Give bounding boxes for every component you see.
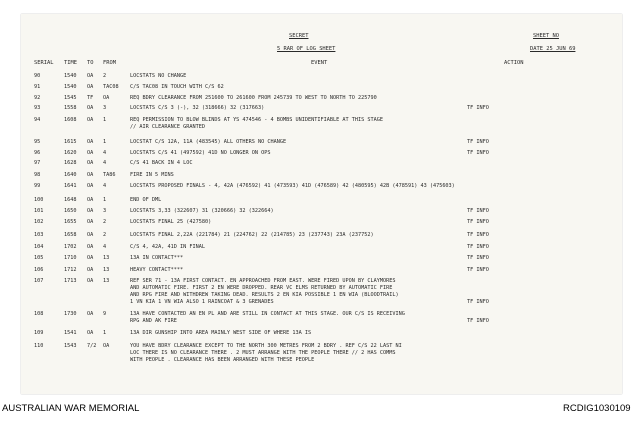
row-to: OA — [87, 330, 94, 336]
row-to: OA — [87, 244, 94, 250]
row-from: 4 — [103, 150, 107, 156]
row-action: TF INFO — [467, 105, 489, 111]
row-serial: 95 — [34, 139, 41, 145]
row-time: 1655 — [64, 219, 77, 225]
col-header-serial: SERIAL — [34, 60, 54, 66]
row-from: 13 — [103, 267, 110, 273]
row-from: 1 — [103, 117, 107, 123]
row-time: 1710 — [64, 255, 77, 261]
row-from: 1 — [103, 330, 107, 336]
col-header-event: EVENT — [311, 60, 328, 66]
row-to: OA — [87, 208, 94, 214]
row-to: TF — [87, 95, 94, 101]
row-time: 1648 — [64, 197, 77, 203]
row-event-line: END OF DML — [130, 197, 162, 203]
row-event-line: 13A DIR GUNSHIP INTO AREA MAINLY WEST SIDE OF WHERE 13A IS — [130, 330, 312, 336]
row-time: 1628 — [64, 160, 77, 166]
row-to: OA — [87, 117, 94, 123]
row-to: OA — [87, 160, 94, 166]
row-event-line: REQ BDRY CLEARANCE FROM 251600 TO 261600 FROM 245739 TO WEST TO NORTH TO 225790 — [130, 95, 377, 101]
row-serial: 92 — [34, 95, 41, 101]
row-to: OA — [87, 105, 94, 111]
row-action: TF INFO — [467, 208, 489, 214]
row-event-line: 13A HAVE CONTACTED AN EN PL AND ARE STILL IN CONTACT AT THIS STAGE. OUR C/S IS RECEIVING — [130, 311, 405, 317]
row-action: TF INFO — [467, 299, 489, 305]
row-from: 13 — [103, 278, 110, 284]
row-serial: 108 — [34, 311, 44, 317]
row-serial: 109 — [34, 330, 44, 336]
row-event-line: LOCSTATS FINAL 2,22A (221784) 21 (224762) 22 (214785) 23 (237743) 23A (237752) — [130, 232, 374, 238]
row-action: TF INFO — [467, 232, 489, 238]
row-serial: 106 — [34, 267, 44, 273]
row-action: TF INFO — [467, 150, 489, 156]
row-time: 1640 — [64, 172, 77, 178]
row-from: 9 — [103, 311, 107, 317]
row-serial: 94 — [34, 117, 41, 123]
row-action: TF INFO — [467, 219, 489, 225]
row-from: 2 — [103, 232, 107, 238]
page-title: 5 RAR OF LOG SHEET — [277, 46, 336, 52]
row-serial: 107 — [34, 278, 44, 284]
row-time: 1543 — [64, 343, 77, 349]
row-from: OA — [103, 343, 110, 349]
row-to: OA — [87, 150, 94, 156]
row-action: TF INFO — [467, 244, 489, 250]
security-classification: SECRET — [289, 33, 309, 39]
row-event-line: RPG AND AK FIRE — [130, 318, 177, 324]
footer-institution: AUSTRALIAN WAR MEMORIAL — [2, 403, 140, 414]
row-event-line: LOCSTATS NO CHANGE — [130, 73, 187, 79]
row-to: OA — [87, 84, 94, 90]
row-serial: 97 — [34, 160, 41, 166]
row-action: TF INFO — [467, 267, 489, 273]
row-from: 4 — [103, 244, 107, 250]
row-time: 1730 — [64, 311, 77, 317]
sheet-number-label: SHEET NO — [533, 33, 559, 39]
row-to: OA — [87, 232, 94, 238]
row-event-line: C/S TAC08 IN TOUCH WITH C/S 62 — [130, 84, 224, 90]
row-action: TF INFO — [467, 255, 489, 261]
row-serial: 96 — [34, 150, 41, 156]
row-serial: 110 — [34, 343, 44, 349]
row-to: OA — [87, 139, 94, 145]
log-sheet-page — [21, 14, 622, 394]
row-event-line: AND RPG FIRE AND WITHDREW TAKING DEAD. RESULTS 2 EN KIA POSSIBLE 1 EN WIA (BLOODTRAIL) — [130, 292, 399, 298]
row-serial: 91 — [34, 84, 41, 90]
row-from: 2 — [103, 219, 107, 225]
row-event-line: LOCSTATS 3,33 (322607) 31 (320666) 32 (322664) — [130, 208, 274, 214]
row-from: TA86 — [103, 172, 116, 178]
row-serial: 98 — [34, 172, 41, 178]
row-event-line: REQ PERMISSION TO BLOW BLINDS AT YS 474546 - 4 BOMBS UNIDENTIFIABLE AT THIS STAGE — [130, 117, 383, 123]
row-to: OA — [87, 267, 94, 273]
row-time: 1713 — [64, 278, 77, 284]
row-from: OA — [103, 95, 110, 101]
row-serial: 103 — [34, 232, 44, 238]
col-header-action: ACTION — [504, 60, 524, 66]
row-from: 3 — [103, 105, 107, 111]
row-event-line: FIRE IN 5 MINS — [130, 172, 174, 178]
row-event-line: // AIR CLEARANCE GRANTED — [130, 124, 205, 130]
row-event-line: REF SER 71 - 13A FIRST CONTACT. EN APPROACHED FROM EAST. WERE FIRED UPON BY CLAYMORES — [130, 278, 396, 284]
row-from: 2 — [103, 73, 107, 79]
row-event-line: 13A IN CONTACT*** — [130, 255, 184, 261]
row-time: 1712 — [64, 267, 77, 273]
row-event-line: LOCSTATS C/S 3 (-), 32 (318666) 32 (317663) — [130, 105, 265, 111]
row-serial: 101 — [34, 208, 44, 214]
row-to: OA — [87, 255, 94, 261]
row-to: OA — [87, 311, 94, 317]
row-from: 4 — [103, 183, 107, 189]
row-from: 3 — [103, 208, 107, 214]
row-serial: 100 — [34, 197, 44, 203]
row-to: 7/2 — [87, 343, 97, 349]
row-time: 1541 — [64, 330, 77, 336]
row-to: OA — [87, 219, 94, 225]
row-to: OA — [87, 278, 94, 284]
row-time: 1608 — [64, 117, 77, 123]
row-from: TAC08 — [103, 84, 119, 90]
row-time: 1650 — [64, 208, 77, 214]
row-action: TF INFO — [467, 139, 489, 145]
col-header-to: TO — [87, 60, 94, 66]
row-serial: 105 — [34, 255, 44, 261]
row-serial: 102 — [34, 219, 44, 225]
row-to: OA — [87, 172, 94, 178]
row-time: 1540 — [64, 73, 77, 79]
row-time: 1540 — [64, 84, 77, 90]
row-from: 1 — [103, 139, 107, 145]
row-event-line: LOCSTATS C/S 41 (497592) 41D NO LONGER ON OPS — [130, 150, 271, 156]
row-to: OA — [87, 73, 94, 79]
row-event-line: LOCSTAT C/S 12A, 11A (483545) ALL OTHERS NO CHANGE — [130, 139, 287, 145]
row-event-line: YOU HAVE BDRY CLEARANCE EXCEPT TO THE NORTH 300 METRES FROM 2 BDRY . REF C/S 22 LAST NI — [130, 343, 402, 349]
row-time: 1558 — [64, 105, 77, 111]
row-event-line: LOCSTATS PROPOSED FINALS - 4, 42A (476592) 41 (473593) 41D (476589) 42 (480595) 42B (478591) 43 (475603) — [130, 183, 455, 189]
row-from: 13 — [103, 255, 110, 261]
row-event-line: LOCSTATS FINAL 25 (427580) — [130, 219, 212, 225]
row-serial: 90 — [34, 73, 41, 79]
sheet-date: DATE 25 JUN 69 — [530, 46, 576, 52]
row-to: OA — [87, 183, 94, 189]
col-header-time: TIME — [64, 60, 77, 66]
row-action: TF INFO — [467, 318, 489, 324]
row-event-line: AND AUTOMATIC FIRE. FIRST 2 EN WERE DROPPED. REAR VC ELMS RETURNED BY AUTOMATIC FIRE — [130, 285, 393, 291]
row-time: 1615 — [64, 139, 77, 145]
row-time: 1702 — [64, 244, 77, 250]
row-event-line: WITH PEOPLE . CLEARANCE HAS BEEN ARRANGED WITH THESE PEOPLE — [130, 357, 315, 363]
row-serial: 104 — [34, 244, 44, 250]
row-event-line: C/S 41 BACK IN 4 LOC — [130, 160, 193, 166]
row-to: OA — [87, 197, 94, 203]
row-event-line: C/S 4, 42A, 41D IN FINAL — [130, 244, 205, 250]
row-time: 1641 — [64, 183, 77, 189]
col-header-from: FROM — [103, 60, 116, 66]
row-serial: 93 — [34, 105, 41, 111]
row-serial: 99 — [34, 183, 41, 189]
row-event-line: 1 VN KIA 1 VN WIA ALSO 1 RAINCOAT & 3 GRENADES — [130, 299, 274, 305]
row-event-line: LOC THERE IS NO CLEARANCE THERE . 2 MUST ARRANGE WITH THE PEOPLE THERE // 2 HAS COMMS — [130, 350, 396, 356]
row-time: 1658 — [64, 232, 77, 238]
footer-reference-id: RCDIG1030109 — [563, 403, 631, 414]
row-from: 4 — [103, 160, 107, 166]
row-time: 1620 — [64, 150, 77, 156]
row-time: 1545 — [64, 95, 77, 101]
row-from: 1 — [103, 197, 107, 203]
row-event-line: HEAVY CONTACT**** — [130, 267, 184, 273]
